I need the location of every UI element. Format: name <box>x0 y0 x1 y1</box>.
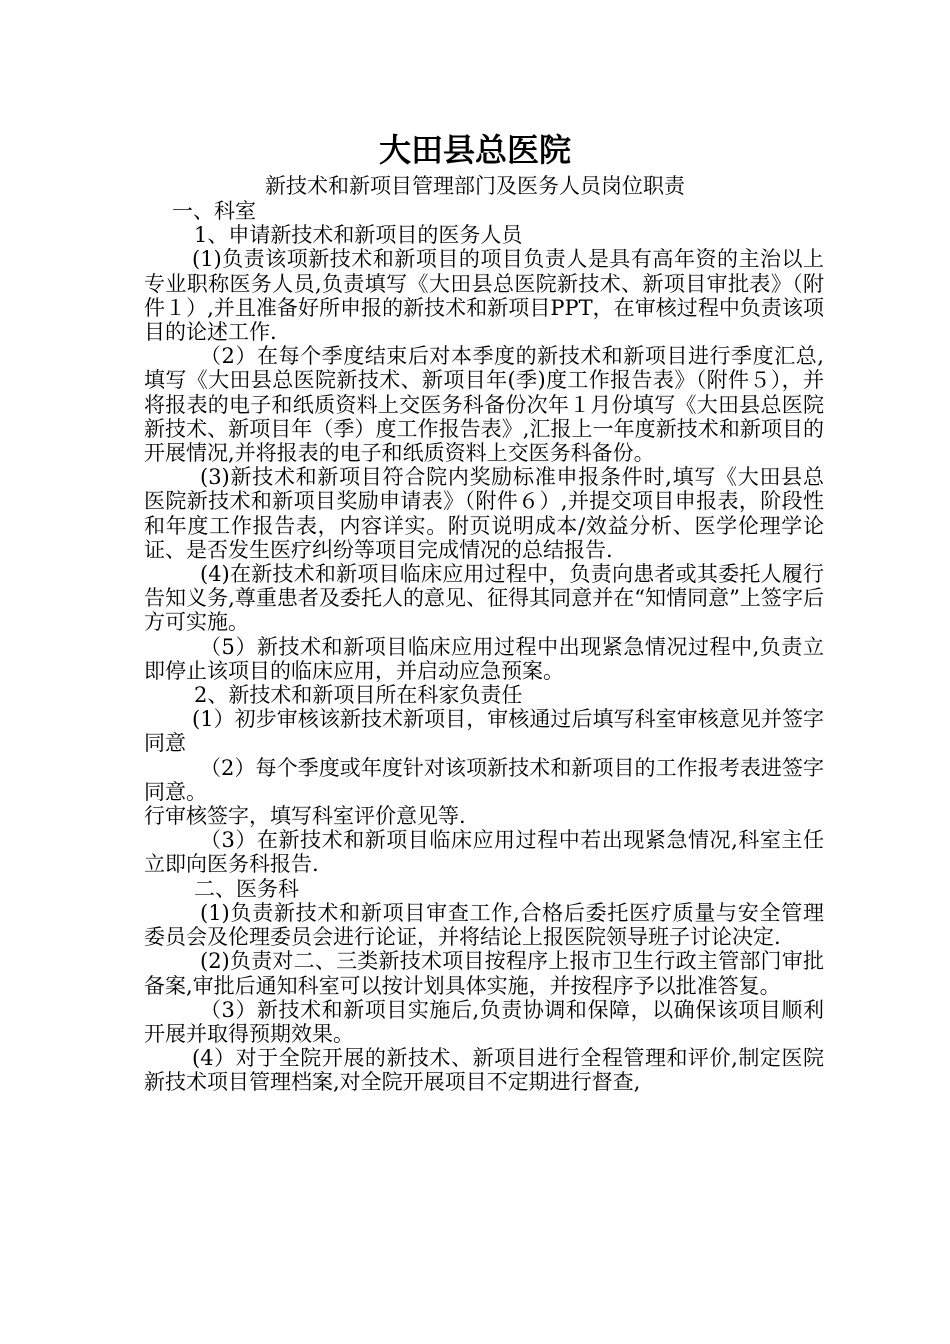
paragraph-3: (3)新技术和新项目符合院内奖励标准申报条件时,填写《大田县总医院新技术和新项目奖励申请表》（附件６）,并提交项目申报表，阶段性和年度工作报告表，内容详实。附页说明成本/效益分析、医学伦理学论证、是否发生医疗纠纷等项目完成情况的总结报告. <box>144 465 824 562</box>
paragraph-6: (1）初步审核该新技术新项目，审核通过后填写科室审核意见并签字同意 <box>144 707 824 756</box>
subsection-heading-applicants: 1、申请新技术和新项目的医务人员 <box>194 223 523 248</box>
subsection-heading-department-head: 2、新技术和新项目所在科家负责任 <box>194 683 523 708</box>
paragraph-7-continued: 行审核签字，填写科室评价意见等. <box>144 804 466 829</box>
paragraph-11: （3）新技术和新项目实施后,负责协调和保障，以确保该项目顺利开展并取得预期效果。 <box>144 997 824 1046</box>
document-title: 大田县总医院 <box>378 131 571 169</box>
section-heading-departments: 一、科室 <box>172 199 256 223</box>
paragraph-8: （3）在新技术和新项目临床应用过程中若出现紧急情况,科室主任立即向医务科报告. <box>144 828 824 877</box>
paragraph-5: （5）新技术和新项目临床应用过程中出现紧急情况过程中,负责立即停止该项目的临床应用，并启动应急预案。 <box>144 634 824 683</box>
paragraph-7: （2）每个季度或年度针对该项新技术和新项目的工作报考表进签字同意。 <box>144 755 824 804</box>
paragraph-1: (1)负责该项新技术和新项目的项目负责人是具有高年资的主治以上专业职称医务人员,负责填写《大田县总医院新技术、新项目审批表》（附件１）,并且准备好所申报的新技术和新项目PPT，在审核过程中负责该项目的论述工作. <box>144 247 824 345</box>
paragraph-12: (4）对于全院开展的新技术、新项目进行全程管理和评价,制定医院新技术项目管理档案,对全院开展项目不定期进行督查, <box>144 1046 824 1095</box>
paragraph-4: (4)在新技术和新项目临床应用过程中，负责向患者或其委托人履行告知义务,尊重患者及委托人的意见、征得其同意并在“知情同意”上签字后方可实施。 <box>144 562 824 635</box>
section-heading-medical-affairs: 二、医务科 <box>194 876 299 901</box>
paragraph-2: （2）在每个季度结束后对本季度的新技术和新项目进行季度汇总,填写《大田县总医院新技术、新项目年(季)度工作报告表》（附件５），并将报表的电子和纸质资料上交医务科备份次年１月份填写《大田县总医院新技术、新项目年（季）度工作报告表》,汇报上一年度新技术和新项目的开展情况,并将报表的电子和纸质资料上交医务科备份。 <box>144 344 824 466</box>
paragraph-9: (1)负责新技术和新项目审查工作,合格后委托医疗质量与安全管理委员会及伦理委员会进行论证，并将结论上报医院领导班子讨论决定. <box>144 900 824 950</box>
paragraph-10: (2)负责对二、三类新技术项目按程序上报市卫生行政主管部门审批备案,审批后通知科室可以按计划具体实施，并按程序予以批准答复。 <box>144 949 824 998</box>
document-body <box>144 199 824 1095</box>
document-subtitle: 新技术和新项目管理部门及医务人员岗位职责 <box>265 174 685 198</box>
